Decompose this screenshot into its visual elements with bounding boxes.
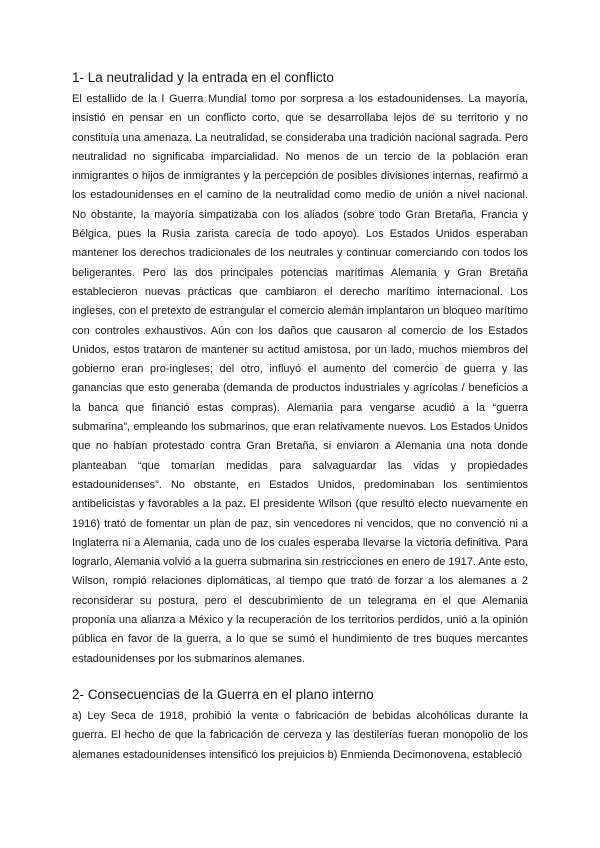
section-1-heading: 1- La neutralidad y la entrada en el conflicto xyxy=(72,70,334,85)
section-2-heading: 2- Consecuencias de la Guerra en el plano interno xyxy=(72,686,374,702)
section-gap xyxy=(72,669,528,683)
section-1-paragraph: El estallido de la I Guerra Mundial tomo por sorpresa a los estadounidenses. La mayoría, insistió en pensar en un conflicto corto, que se desarrollaba lejos de su territorio y no constituía una amenaza. La neutralidad, se consideraba una tradición nacional sagrada. Pero neutralidad no significaba imparcialidad. No menos de un tercio de la población eran inmigrantes o hijos de inmigrantes y la percepción de posibles divisiones internas, reafirmó a los estadounidenses en el camino de la neutralidad como medio de unión a nivel nacional. No obstante, la mayoría simpatizaba con los aliados (sobre todo Gran Bretaña, Francia y Bélgica, pues la Rusia zarista carecía de todo apoyo). Los Estados Unidos esperaban mantener los derechos tradicionales de los neutrales y continuar comerciando con todos los beligerantes. Pero las dos principales potencias marítimas Alemania y Gran Bretaña establecieron nuevas prácticas que cambiaron el derecho marítimo internacional. Los ingleses, con el pretexto de estrangular el comercio alemán implantaron un bloqueo marítimo con controles exhaustivos. Aún con los daños que causaron al comercio de los Estados Unidos, estos trataron de mantener su actitud amistosa, por un lado, muchos miembros del gobierno eran pro-ingleses; del otro, influyó el aumento del comercio de guerra y las ganancias que esto generaba (demanda de productos industriales y agrícolas / beneficios a la banca que financió estas compras). Alemania para vengarse acudió a la “guerra submarina”, empleando los submarinos, que eran relativamente nuevos. Los Estados Unidos que no habían protestado contra Gran Bretaña, si enviaron a Alemania una nota donde planteaban “que tomarían medidas para salvaguardar las vidas y propiedades estadounidenses”. No obstante, en Estados Unidos, predominaban los sentimientos antibelicistas y favorables a la paz. El presidente Wilson (que resultó electo nuevamente en 1916) trató de fomentar un plan de paz, sin vencedores ni vencidos, que no convenció ni a Inglaterra ni a Alemania, cada uno de los cuales esperaba llevarse la victoria definitiva. Para lograrlo, Alemania volvió a la guerra submarina sin restricciones en enero de 1917. Ante esto, Wilson, rompió relaciones diplomáticas, al tiempo que trató de forzar a los alemanes a 2 reconsiderar su postura, pero el descubrimiento de un telegrama en el que Alemania proponía una alianza a México y la recuperación de los territorios perdidos, unió a la opinión pública en favor de la guerra, a lo que se sumó el hundimiento de tres buques mercantes estadounidenses por los submarinos alemanes. xyxy=(72,93,528,665)
section-2-paragraph: a) Ley Seca de 1918, prohibió la venta o fabricación de bebidas alcohólicas durante la guerra. El hecho de que la fabricación de cerveza y las destilerías fueran monopolio de los alemanes estadounidenses intensificó los prejuicios b) Enmienda Decimonovena, estableció xyxy=(72,709,528,761)
document-content xyxy=(72,66,528,765)
